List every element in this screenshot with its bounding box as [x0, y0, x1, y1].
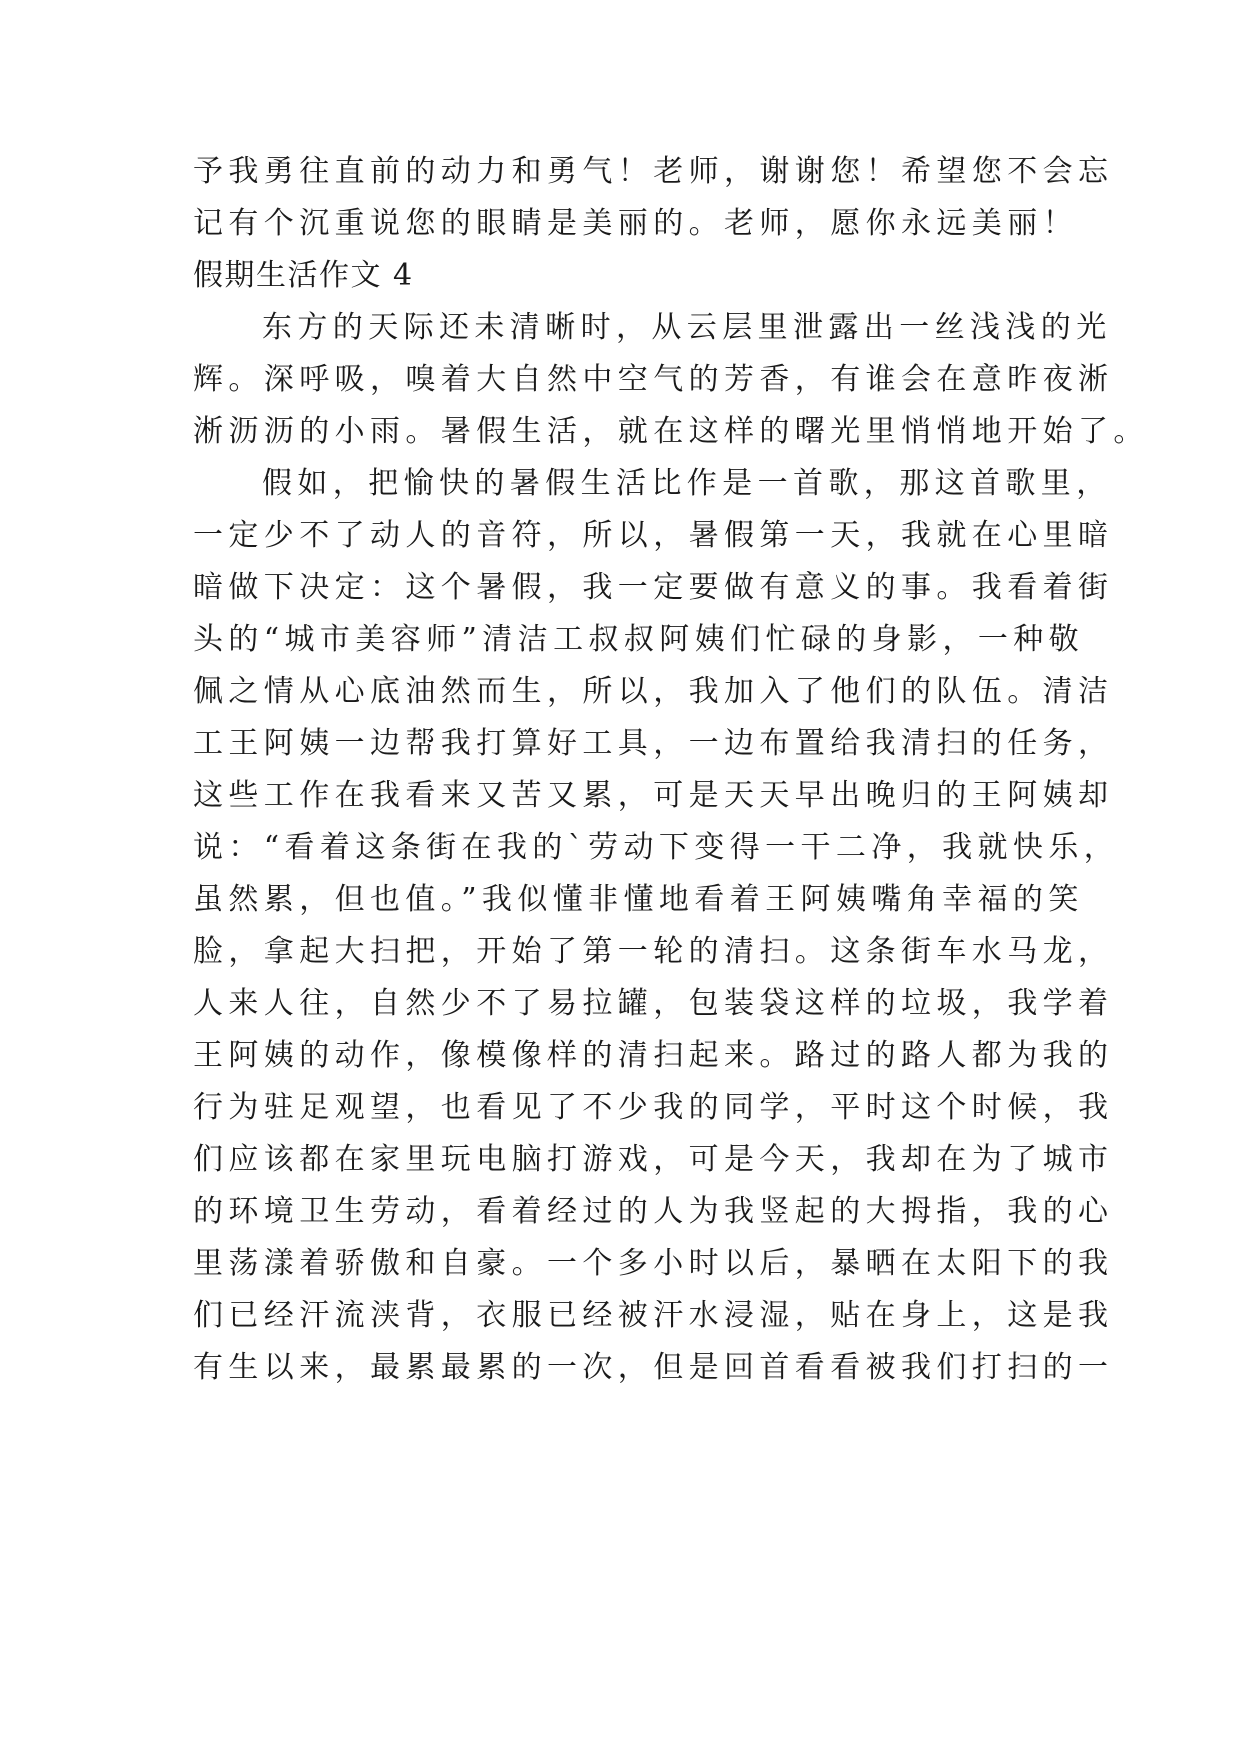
text-line: 王阿姨的动作，像模像样的清扫起来。路过的路人都为我的: [193, 1038, 1114, 1073]
section-title: 假期生活作文 4: [193, 258, 414, 293]
text-line: 有生以来，最累最累的一次，但是回首看看被我们打扫的一: [193, 1350, 1114, 1385]
text-line: 记有个沉重说您的眼睛是美丽的。老师，愿你永远美丽！: [193, 206, 1078, 241]
text-line: 行为驻足观望，也看见了不少我的同学，平时这个时候，我: [193, 1090, 1114, 1125]
text-line: 们应该都在家里玩电脑打游戏，可是今天，我却在为了城市: [193, 1142, 1114, 1177]
text-line: 人来人往，自然少不了易拉罐，包装袋这样的垃圾，我学着: [193, 986, 1114, 1021]
text-line: 淅沥沥的小雨。暑假生活，就在这样的曙光里悄悄地开始了。: [193, 414, 1149, 449]
text-line: 辉。深呼吸，嗅着大自然中空气的芳香，有谁会在意昨夜淅: [193, 362, 1114, 397]
text-line: 头的“城市美容师”清洁工叔叔阿姨们忙碌的身影，一种敬: [193, 622, 1085, 657]
text-line: 虽然累，但也值。”我似懂非懂地看着王阿姨嘴角幸福的笑: [193, 882, 1084, 917]
text-line: 暗做下决定：这个暑假，我一定要做有意义的事。我看着街: [193, 570, 1114, 605]
text-line: 工王阿姨一边帮我打算好工具，一边布置给我清扫的任务，: [193, 726, 1114, 761]
paragraph-first-line: 东方的天际还未清晰时，从云层里泄露出一丝浅浅的光: [262, 310, 1112, 345]
text-line: 一定少不了动人的音符，所以，暑假第一天，我就在心里暗: [193, 518, 1114, 553]
text-line: 予我勇往直前的动力和勇气！老师，谢谢您！希望您不会忘: [193, 154, 1114, 189]
text-line: 这些工作在我看来又苦又累，可是天天早出晚归的王阿姨却: [193, 778, 1114, 813]
text-line: 脸，拿起大扫把，开始了第一轮的清扫。这条街车水马龙，: [193, 934, 1114, 969]
text-line: 佩之情从心底油然而生，所以，我加入了他们的队伍。清洁: [193, 674, 1114, 709]
text-line: 说：“看着这条街在我的`劳动下变得一干二净，我就快乐，: [193, 830, 1120, 865]
text-line: 里荡漾着骄傲和自豪。一个多小时以后，暴晒在太阳下的我: [193, 1246, 1114, 1281]
paragraph-first-line: 假如，把愉快的暑假生活比作是一首歌，那这首歌里，: [262, 466, 1112, 501]
text-line: 们已经汗流浃背，衣服已经被汗水浸湿，贴在身上，这是我: [193, 1298, 1114, 1333]
text-line: 的环境卫生劳动，看着经过的人为我竖起的大拇指，我的心: [193, 1194, 1114, 1229]
